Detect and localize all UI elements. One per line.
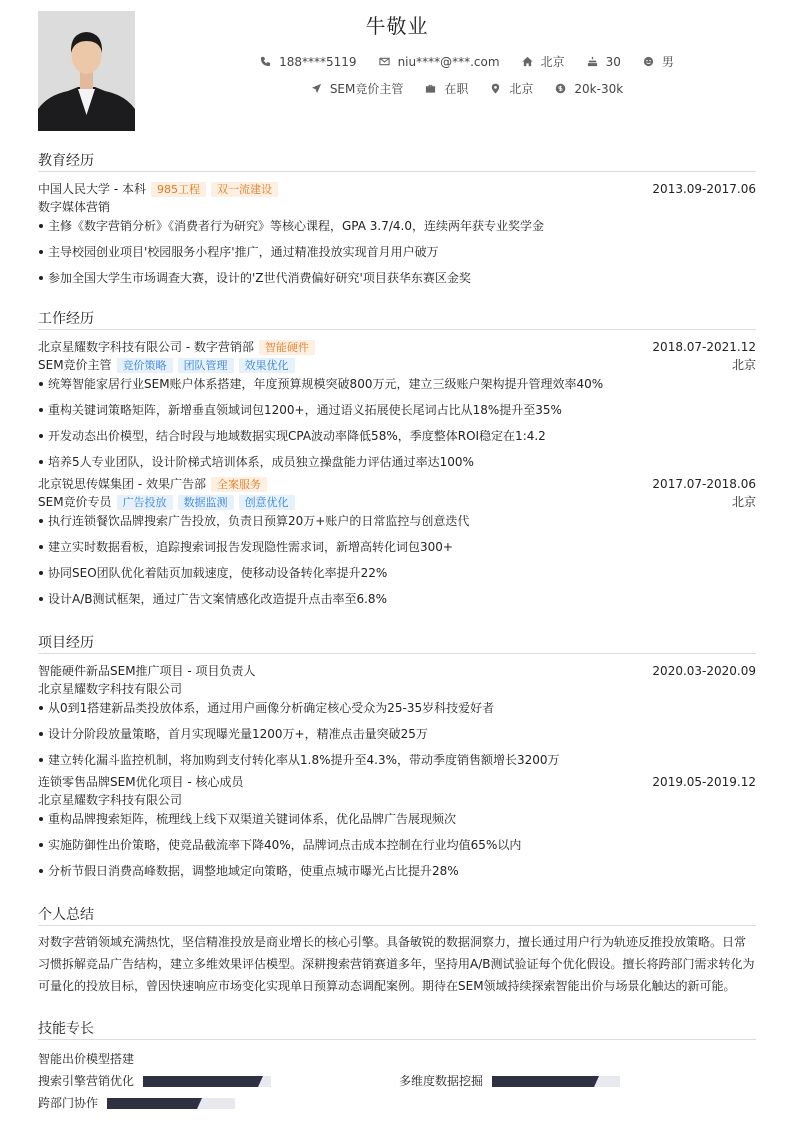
company-tag: 智能硬件 [259,340,315,355]
list-item: 主导校园创业项目'校园服务小程序'推广，通过精准投放实现首月用户破万 [38,243,756,269]
age-item [587,55,621,69]
status-text: 在职 [444,82,469,96]
company-tag: 全案服务 [211,477,267,492]
job-date: 2017.07-2018.06 [652,477,756,491]
project-name: 智能硬件新品SEM推广项目 - 项目负责人 [38,664,256,678]
gender-icon [643,56,654,67]
location-icon [490,83,501,94]
skill-item [38,1072,399,1090]
list-item: 执行连锁餐饮品牌搜索广告投放，负责日预算20万+账户的日常监控与创意迭代 [38,512,756,538]
skill-item [399,1072,620,1090]
skill-level-fill [492,1076,594,1087]
skill-item [38,1048,756,1070]
project-date: 2020.03-2020.09 [652,664,756,678]
school-tag: 双一流建设 [211,182,278,197]
location-item [522,53,565,70]
major: 数字媒体营销 [38,200,111,214]
skill-row [38,1092,756,1114]
project-name: 连锁零售品牌SEM优化项目 - 核心成员 [38,775,244,789]
email-item [379,55,500,69]
status-item [425,80,468,97]
city-item [490,80,533,97]
mail-icon [379,56,390,67]
list-item: 分析节假日消费高峰数据，调整地域定向策略，使重点城市曝光占比提升28% [38,862,756,888]
skill-name: 多维度数据挖掘 [399,1074,484,1088]
money-icon [555,83,566,94]
section-title: 个人总结 [38,904,756,926]
education-section [38,150,756,295]
location-text: 北京 [540,55,565,69]
skill-level-bar [143,1076,271,1087]
phone-item [260,55,356,69]
section-title: 技能专长 [38,1018,756,1040]
role-tag: 效果优化 [239,358,295,373]
project-header [38,662,756,680]
list-item: 重构品牌搜索矩阵，梳理线上线下双渠道关键词体系，优化品牌广告展现频次 [38,810,756,836]
section-title: 项目经历 [38,632,756,654]
project-company: 北京星耀数字科技有限公司 [38,793,183,807]
skill-level-fill [107,1098,197,1109]
skill-name: 跨部门协作 [38,1096,99,1110]
list-item: 开发动态出价模型，结合时段与地域数据实现CPA波动率降低58%，季度整体ROI稳定在1:4.2 [38,427,756,453]
job-header [38,338,756,356]
gender-item [643,53,674,70]
list-item: 实施防御性出价策略，使竞品截流率下降40%，品牌词点击成本控制在行业均值65%以内 [38,836,756,862]
job-date: 2018.07-2021.12 [652,340,756,354]
skill-level-bar [492,1076,620,1087]
education-date: 2013.09-2017.06 [652,182,756,196]
job-city: 北京 [731,358,756,372]
project-company: 北京星耀数字科技有限公司 [38,682,183,696]
briefcase-icon [425,83,436,94]
send-icon [311,83,322,94]
skill-level-fill [143,1076,258,1087]
company-name: 北京锐思传媒集团 - 效果广告部 [38,477,206,491]
skill-name: 搜索引擎营销优化 [38,1074,135,1088]
job-city: 北京 [731,495,756,509]
work-section [38,308,756,616]
role-tag: 数据监测 [178,495,234,510]
list-item: 主修《数字营销分析》《消费者行为研究》等核心课程，GPA 3.7/4.0，连续两年获专业奖学金 [38,217,756,243]
job-role: SEM竞价专员 [38,495,112,509]
skill-item [38,1094,235,1112]
phone-icon [260,56,271,67]
role-tag: 竞价策略 [117,358,173,373]
projects-section [38,632,756,888]
contact-row [140,53,794,70]
list-item: 参加全国大学生市场调查大赛，设计的'Z世代消费偏好研究'项目获华东赛区金奖 [38,269,756,295]
phone-number: 188****5119 [279,54,357,69]
role-tag: 创意优化 [239,495,295,510]
skill-level-bar [107,1098,235,1109]
project-date: 2019.05-2019.12 [652,775,756,789]
job-role-row [38,493,756,511]
summary-section [38,904,756,997]
company-name: 北京星耀数字科技有限公司 - 数字营销部 [38,340,254,354]
skill-row [38,1070,756,1092]
gender-text: 男 [661,55,674,69]
email-address: niu****@***.com [397,54,500,69]
candidate-name: 牛敬业 [365,14,429,38]
list-item: 设计A/B测试框架，通过广告文案情感化改造提升点击率至6.8% [38,590,756,616]
school-tag: 985工程 [151,182,206,197]
job-intent-row [140,80,794,97]
school-name: 中国人民大学 - 本科 [38,182,146,196]
age-text: 30 [605,54,621,69]
role-tag: 广告投放 [117,495,173,510]
expected-city: 北京 [509,82,534,96]
job-role: SEM竞价主管 [38,358,112,372]
cake-icon [587,56,598,67]
list-item: 设计分阶段放量策略，首月实现曝光量1200万+，精准点击量突破25万 [38,725,756,751]
summary-text: 对数字营销领域充满热忱，坚信精准投放是商业增长的核心引擎。具备敏锐的数据洞察力，擅长通过用户行为轨迹反推投放策略。日常习惯拆解竞品广告结构，建立多维效果评估模型。深耕搜索营销赛道多年，坚持用A/B测试验证每个优化假设。擅长将跨部门需求转化为可量化的投放目标，曾因快速响应市场变化实现单日预算动态调配案例。期待在SEM领域持续探索智能出价与场景化触达的新可能。 [38,935,755,993]
list-item: 培养5人专业团队，设计阶梯式培训体系，成员独立操盘能力评估通过率达100% [38,453,756,471]
education-header [38,180,756,198]
job-role-row [38,356,756,374]
list-item: 建立转化漏斗监控机制，将加购到支付转化率从1.8%提升至4.3%，带动季度销售额增长3200万 [38,751,756,769]
list-item: 重构关键词策略矩阵，新增垂直领域词包1200+，通过语义拓展使长尾词占比从18%提升至35% [38,401,756,427]
job-header [38,475,756,493]
salary-item [555,82,623,96]
project-header [38,773,756,791]
role-tag: 团队管理 [178,358,234,373]
section-title: 工作经历 [38,308,756,330]
list-item: 建立实时数据看板，追踪搜索词报告发现隐性需求词，新增高转化词包300+ [38,538,756,564]
list-item: 从0到1搭建新品类投放体系，通过用户画像分析确定核心受众为25-35岁科技爱好者 [38,699,756,725]
home-icon [522,56,533,67]
skill-name: 智能出价模型搭建 [38,1052,135,1066]
section-title: 教育经历 [38,150,756,172]
skills-section [38,1018,756,1114]
position-item [311,80,404,97]
position-text: SEM竞价主管 [329,82,404,96]
list-item: 统筹智能家居行业SEM账户体系搭建，年度预算规模突破800万元，建立三级账户架构提升管理效率40% [38,375,756,401]
list-item: 协同SEO团队优化着陆页加载速度，使移动设备转化率提升22% [38,564,756,590]
salary-text: 20k-30k [574,81,624,96]
